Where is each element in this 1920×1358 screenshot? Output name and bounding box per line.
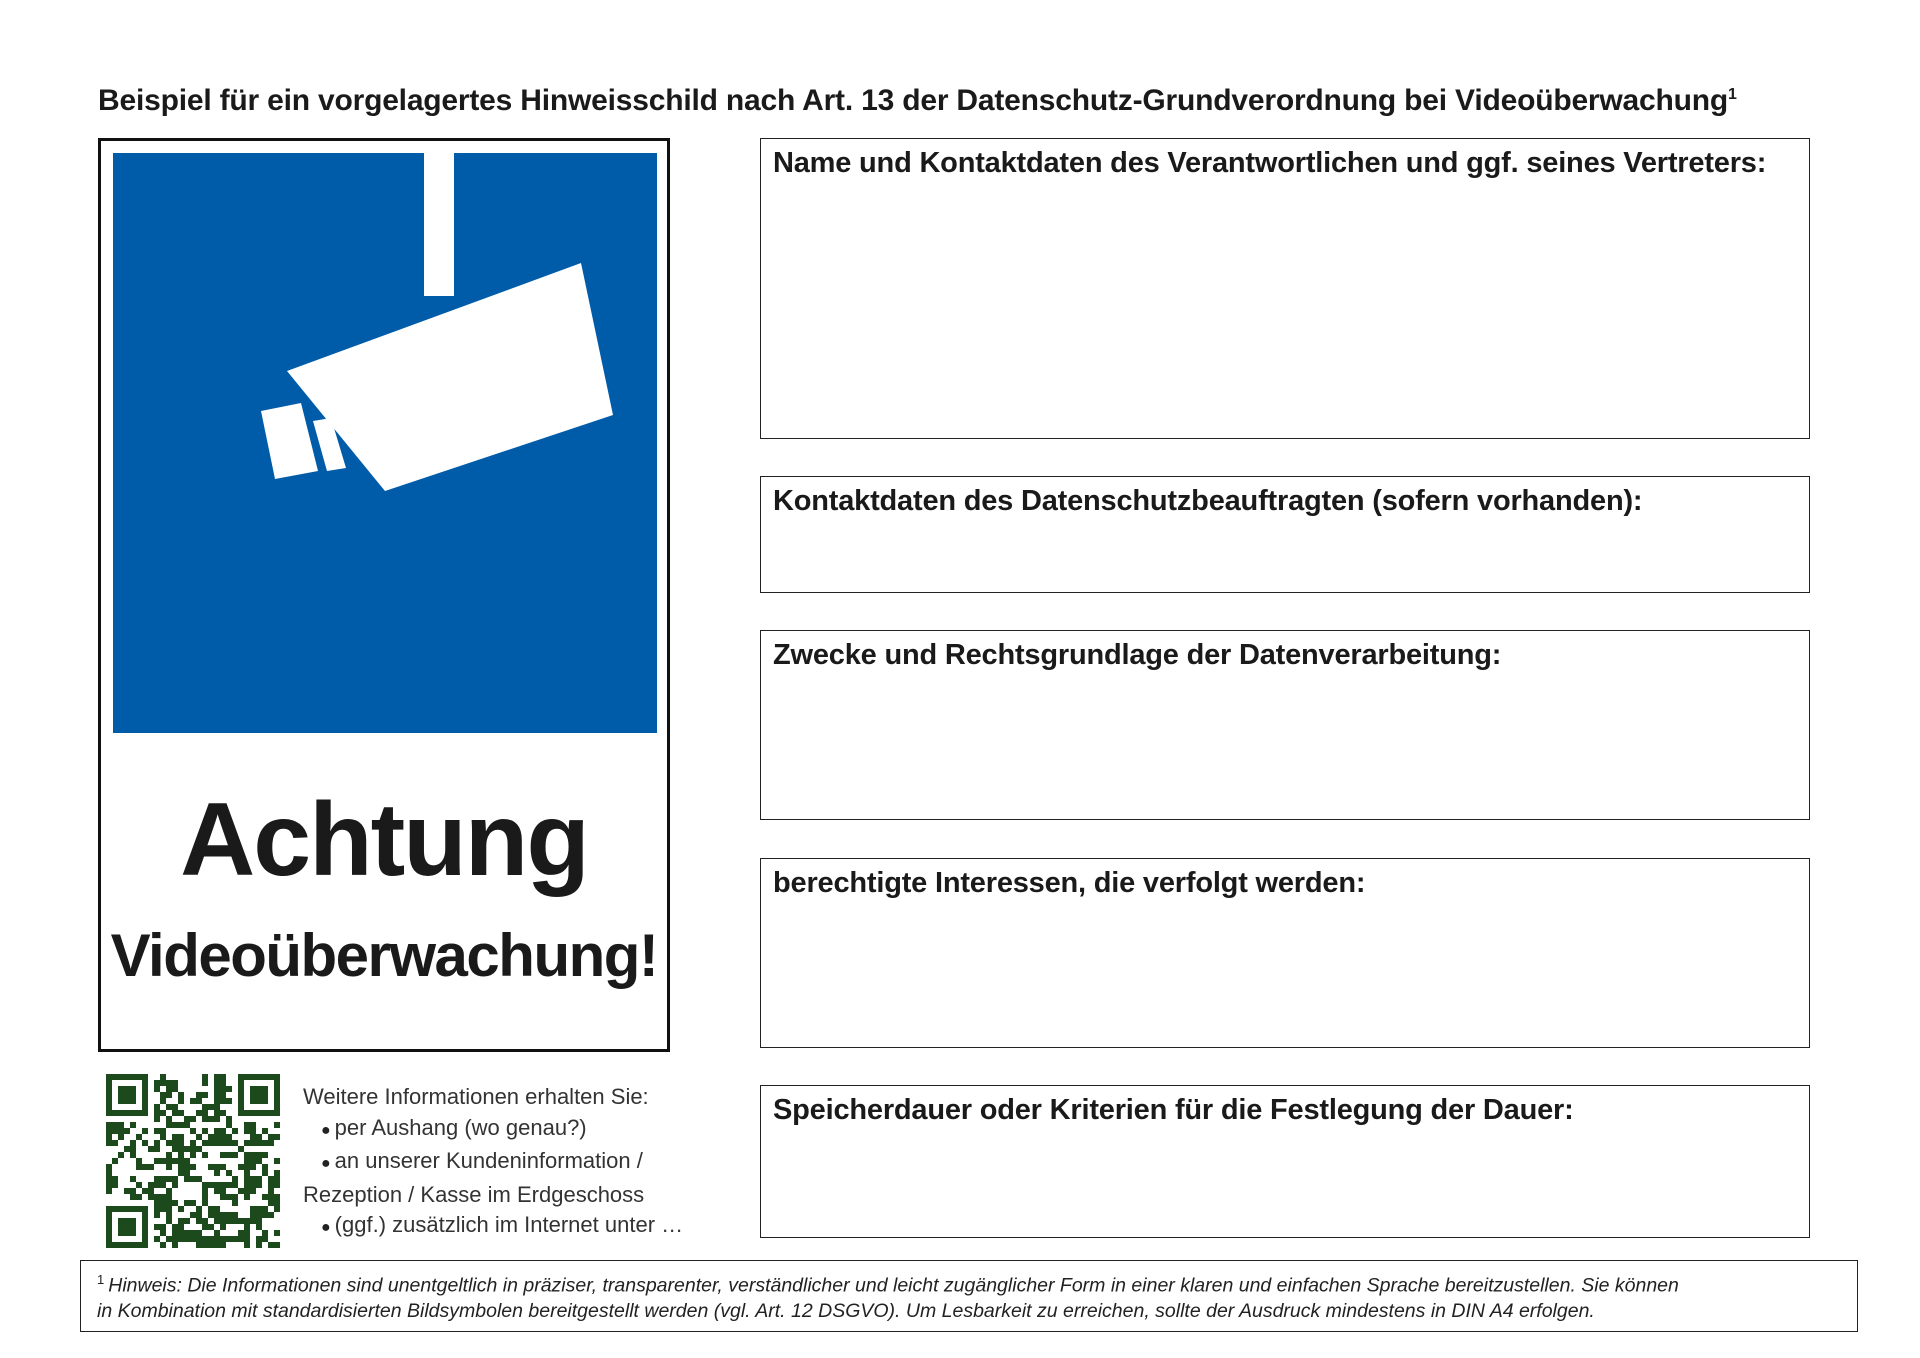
info-bullet-2-text: an unserer Kundeninformation /: [334, 1148, 643, 1173]
info-bullet-1: [303, 1113, 683, 1147]
qr-code-icon: [106, 1074, 280, 1248]
info-bullet-3-text: (ggf.) zusätzlich im Internet unter …: [334, 1212, 684, 1237]
footnote-mark: 1: [97, 1272, 105, 1287]
field-dpo-contact[interactable]: [760, 476, 1810, 593]
info-bullet-2-continued: Rezeption / Kasse im Erdgeschoss: [303, 1181, 645, 1207]
info-block: [303, 1082, 683, 1244]
footnote-line-1: [97, 1267, 1841, 1299]
cctv-warning-sign: [98, 138, 670, 1052]
cctv-camera-icon: [113, 153, 657, 733]
sign-title: Achtung: [180, 782, 588, 898]
sign-pictogram-panel: [113, 153, 657, 733]
camera-hood: [261, 403, 318, 479]
footnote-text-1: Hinweis: Die Informationen sind unentgeltlich in präziser, transparenter, verständlicher und leicht zugänglicher Form in einer klaren und einfachen Sprache bereitzustellen. Sie können: [108, 1274, 1679, 1297]
field-purpose-legal-basis[interactable]: [760, 630, 1810, 820]
heading-footnote-mark: 1: [1728, 86, 1737, 103]
bullet-icon: ●: [321, 1121, 331, 1139]
field-legitimate-interests[interactable]: [760, 858, 1810, 1048]
footnote-line-2: in Kombination mit standardisierten Bildsymbolen bereitgestellt werden (vgl. Art. 12 DSGVO). Um Lesbarkeit zu erreichen, sollte der Ausdruck mindestens in DIN A4 erfolgen.: [97, 1299, 1595, 1322]
field-label: Name und Kontaktdaten des Verantwortlichen und ggf. seines Vertreters:: [773, 147, 1767, 179]
field-label: Zwecke und Rechtsgrundlage der Datenverarbeitung:: [773, 639, 1502, 671]
bullet-icon: ●: [321, 1219, 331, 1236]
bullet-icon: ●: [321, 1155, 331, 1172]
field-controller-contact[interactable]: [760, 138, 1810, 439]
sign-subtitle: Videoüberwachung!: [110, 922, 658, 989]
heading-text: Beispiel für ein vorgelagertes Hinweisschild nach Art. 13 der Datenschutz-Grundverordnung bei Videoüberwachung: [98, 84, 1729, 117]
footnote-box: [80, 1260, 1858, 1332]
info-bullet-3: [303, 1210, 683, 1244]
camera-mount: [424, 153, 454, 296]
field-label: Kontaktdaten des Datenschutzbeauftragten (sofern vorhanden):: [773, 485, 1643, 517]
info-bullet-1-text: per Aushang (wo genau?): [334, 1114, 587, 1140]
field-label: berechtigte Interessen, die verfolgt werden:: [773, 867, 1366, 899]
field-storage-duration[interactable]: [760, 1085, 1810, 1238]
page-heading: [98, 84, 1737, 118]
info-intro: Weitere Informationen erhalten Sie:: [303, 1084, 649, 1109]
info-bullet-2: [303, 1146, 683, 1180]
field-label: Speicherdauer oder Kriterien für die Festlegung der Dauer:: [773, 1094, 1574, 1126]
